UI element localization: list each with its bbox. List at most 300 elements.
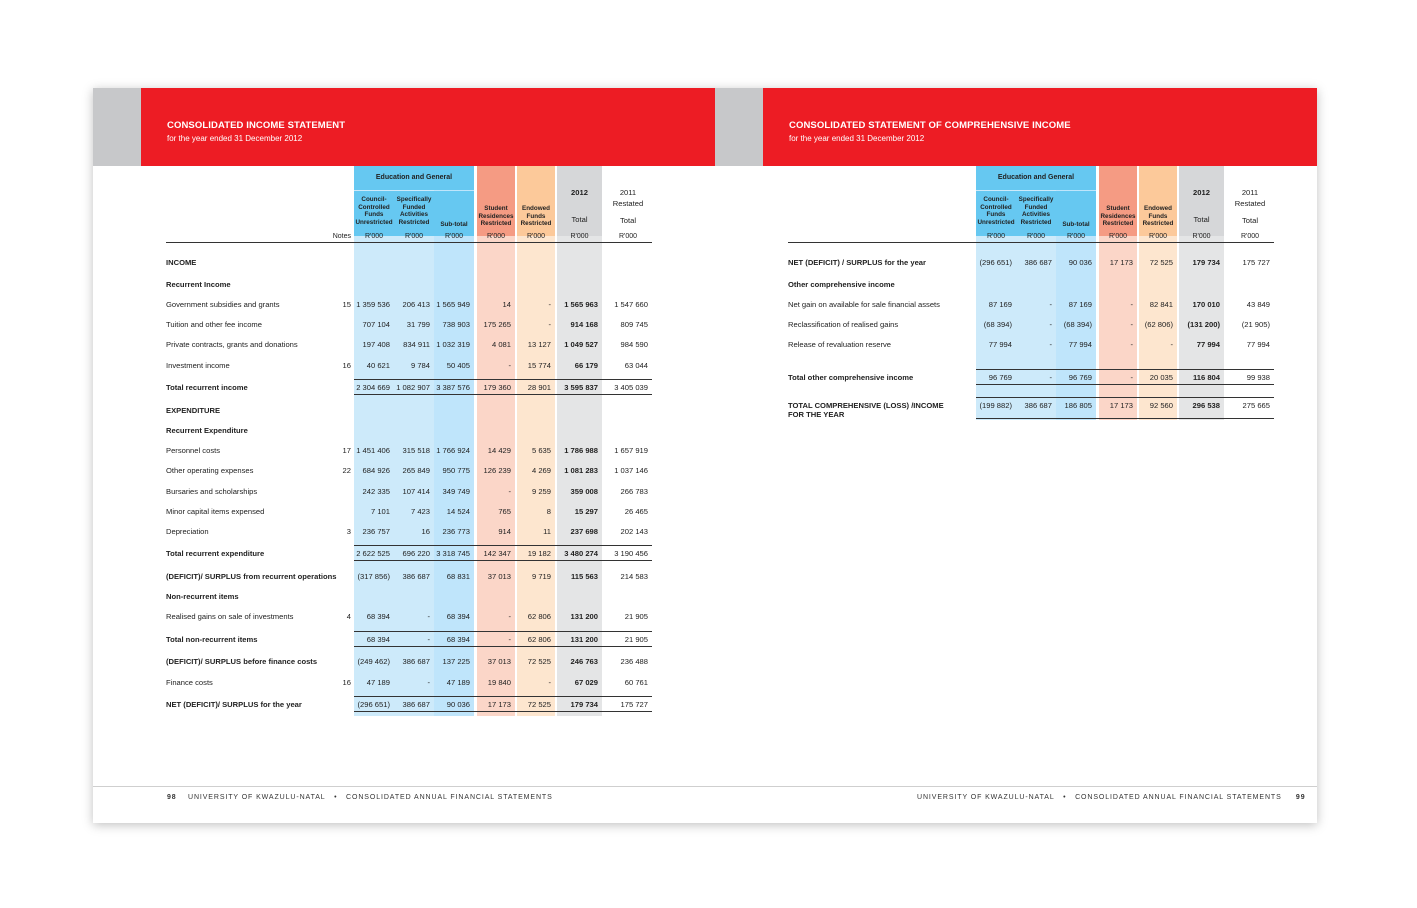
table-cell: 17 173	[1109, 401, 1133, 410]
table-cell: -	[1130, 373, 1133, 382]
table-cell: 142 347	[483, 549, 511, 558]
table-cell: 87 169	[1068, 300, 1092, 309]
table-cell: -	[427, 635, 430, 644]
table-cell: 3 405 039	[614, 383, 648, 392]
row-label: TOTAL COMPREHENSIVE (LOSS) /INCOME	[788, 401, 944, 410]
footer-right	[917, 794, 1306, 801]
total-rule-top	[354, 545, 652, 546]
column-band	[477, 166, 515, 716]
column-header-line: Funds	[1148, 212, 1168, 220]
table-cell: 2 622 525	[356, 549, 390, 558]
table-cell: 315 518	[402, 446, 430, 455]
column-band	[517, 166, 555, 716]
column-header-line: Activities	[400, 211, 428, 219]
column-header-line: Council-	[361, 196, 387, 203]
column-band	[394, 166, 434, 716]
table-cell: 43 849	[1246, 300, 1270, 309]
table-cell: 21 905	[624, 635, 648, 644]
column-header-line: Restricted	[480, 220, 512, 228]
unit-label: R'000	[570, 233, 589, 240]
column-header-restated: Restated	[612, 199, 644, 208]
row-label: Realised gains on sale of investments	[166, 612, 294, 621]
table-cell: 3 595 837	[564, 383, 598, 392]
table-cell: 242 335	[362, 487, 390, 496]
table-cell: -	[1130, 300, 1133, 309]
table-cell: 1 565 949	[436, 300, 470, 309]
table-cell: (68 394)	[983, 320, 1012, 329]
table-cell: 14 429	[487, 446, 511, 455]
table-cell: 21 905	[624, 612, 648, 621]
notes-header: Notes	[332, 233, 351, 240]
column-header-line: Residences	[478, 212, 514, 220]
row-note: 22	[342, 466, 351, 475]
table-cell: 68 394	[446, 635, 470, 644]
table-cell: 386 687	[402, 700, 430, 709]
column-header-line: Controlled	[358, 203, 390, 211]
row-label: Government subsidies and grants	[166, 300, 280, 309]
column-header-year: 2012	[1193, 188, 1210, 197]
table-cell: 131 200	[570, 612, 598, 621]
row-label: Total non-recurrent items	[166, 635, 258, 644]
row-label: Total recurrent expenditure	[166, 549, 265, 558]
table-cell: 7 423	[410, 507, 430, 516]
table-cell: 809 745	[620, 320, 648, 329]
column-header-total: Total	[571, 215, 588, 224]
table-cell: 3 387 576	[436, 383, 470, 392]
column-header-line: Controlled	[980, 203, 1012, 211]
footer-doc: CONSOLIDATED ANNUAL FINANCIAL STATEMENTS	[346, 794, 553, 801]
row-note: 4	[346, 612, 351, 621]
unit-label: R'000	[1108, 233, 1128, 240]
table-cell: 72 525	[1149, 258, 1173, 267]
table-cell: 40 621	[366, 361, 390, 370]
total-rule-top	[976, 369, 1274, 370]
column-header-line: Student	[1106, 205, 1130, 212]
table-cell: 1 082 907	[396, 383, 430, 392]
table-cell: 1 081 283	[564, 466, 598, 475]
table-cell: -	[1049, 300, 1052, 309]
row-note: 16	[342, 678, 351, 687]
table-cell: 19 840	[487, 678, 511, 687]
table-cell: 28 901	[527, 383, 551, 392]
column-header-line: Student	[484, 205, 508, 212]
table-cell: 7 101	[370, 507, 390, 516]
unit-label: R'000	[444, 233, 464, 240]
group-header: Education and General	[354, 166, 474, 190]
column-header-line: Restricted	[1142, 220, 1174, 228]
table-cell: 9 719	[531, 572, 551, 581]
table-cell: 914 168	[570, 320, 598, 329]
table-cell: -	[1130, 340, 1133, 349]
row-label: (DEFICIT)/ SURPLUS from recurrent operations	[166, 572, 337, 581]
table-cell: 14 524	[446, 507, 470, 516]
table-cell: 68 394	[366, 612, 390, 621]
table-cell: 68 831	[446, 572, 470, 581]
table-cell: (62 806)	[1144, 320, 1173, 329]
table-cell: (68 394)	[1063, 320, 1092, 329]
column-band	[354, 166, 394, 716]
table-cell: 914	[498, 527, 511, 536]
table-cell: 175 727	[1242, 258, 1270, 267]
column-header-line: Funds	[526, 212, 546, 220]
table-cell: (21 905)	[1241, 320, 1270, 329]
total-rule-top	[976, 397, 1274, 398]
table-cell: 19 182	[527, 549, 551, 558]
row-note: 15	[342, 300, 351, 309]
column-header-year: 2012	[571, 188, 588, 197]
table-cell: 77 994	[988, 340, 1012, 349]
column-header-line: Specifically	[1018, 196, 1054, 203]
gray-tab	[715, 88, 763, 166]
column-header-line: Restricted	[1102, 220, 1134, 228]
table-cell: 87 169	[988, 300, 1012, 309]
footer-bullet: •	[334, 794, 338, 801]
row-label: NET (DEFICIT)/ SURPLUS for the year	[166, 700, 302, 709]
table-cell: (199 882)	[979, 401, 1012, 410]
total-rule-bottom	[354, 711, 652, 712]
table-cell: 62 806	[527, 635, 551, 644]
table-cell: 175 265	[483, 320, 511, 329]
unit-label: R'000	[1066, 233, 1086, 240]
table-cell: -	[508, 487, 511, 496]
table-cell: 96 769	[1068, 373, 1092, 382]
row-label: Release of revaluation reserve	[788, 340, 891, 349]
row-label: Net gain on available for sale financial assets	[788, 300, 940, 309]
unit-label: R'000	[1240, 233, 1260, 240]
table-cell: 206 413	[402, 300, 430, 309]
total-rule-bottom	[354, 560, 652, 561]
table-cell: 90 036	[1068, 258, 1092, 267]
table-cell: 116 804	[1192, 373, 1220, 382]
table-cell: 696 220	[402, 549, 430, 558]
table-cell: (317 856)	[357, 572, 390, 581]
table-cell: -	[548, 300, 551, 309]
table-cell: 1 786 988	[564, 446, 598, 455]
page-title: CONSOLIDATED INCOME STATEMENT	[167, 120, 346, 131]
row-label: Finance costs	[166, 678, 213, 687]
total-rule-bottom	[976, 418, 1274, 419]
table-cell: 179 734	[570, 700, 598, 709]
row-label: FOR THE YEAR	[788, 410, 845, 419]
table-cell: 90 036	[446, 700, 470, 709]
table-cell: (296 651)	[357, 700, 390, 709]
unit-label: R'000	[526, 233, 546, 240]
row-label: EXPENDITURE	[166, 406, 221, 415]
table-cell: 1 049 527	[564, 340, 598, 349]
table-cell: -	[1049, 320, 1052, 329]
column-header-line: Council-	[983, 196, 1009, 203]
table-cell: 96 769	[988, 373, 1012, 382]
row-label: NET (DEFICIT) / SURPLUS for the year	[788, 258, 926, 267]
table-cell: 1 766 924	[436, 446, 470, 455]
table-cell: 72 525	[527, 657, 551, 666]
title-band	[141, 88, 715, 166]
header-rule	[166, 242, 652, 243]
table-cell: 31 799	[406, 320, 430, 329]
table-cell: 738 903	[442, 320, 470, 329]
table-cell: 1 032 319	[436, 340, 470, 349]
total-rule-top	[354, 631, 652, 632]
table-cell: 186 805	[1064, 401, 1092, 410]
table-cell: 2 304 669	[356, 383, 390, 392]
table-cell: 17 173	[487, 700, 511, 709]
table-cell: -	[427, 612, 430, 621]
table-cell: 17 173	[1109, 258, 1133, 267]
table-cell: -	[1130, 320, 1133, 329]
unit-label: R'000	[1148, 233, 1168, 240]
table-cell: 15 297	[574, 507, 598, 516]
table-cell: 50 405	[446, 361, 470, 370]
table-cell: 984 590	[620, 340, 648, 349]
row-label: INCOME	[166, 258, 197, 267]
page-title: CONSOLIDATED STATEMENT OF COMPREHENSIVE INCOME	[789, 120, 1071, 131]
total-rule-bottom	[976, 384, 1274, 385]
row-label: Recurrent Expenditure	[166, 426, 248, 435]
row-label: Private contracts, grants and donations	[166, 340, 298, 349]
table-cell: 214 583	[620, 572, 648, 581]
column-header-total: Total	[1241, 216, 1259, 225]
row-label: (DEFICIT)/ SURPLUS before finance costs	[166, 657, 318, 666]
row-label: Other operating expenses	[166, 466, 254, 475]
table-cell: 1 565 963	[564, 300, 598, 309]
column-header-restated: Restated	[1234, 199, 1266, 208]
row-label: Personnel costs	[166, 446, 221, 455]
page-income-statement	[93, 88, 705, 823]
table-cell: 9 259	[531, 487, 551, 496]
table-cell: 266 783	[620, 487, 648, 496]
column-header-line: Activities	[1022, 211, 1050, 219]
group-header: Education and General	[976, 166, 1096, 190]
table-cell: 72 525	[527, 700, 551, 709]
table-cell: 1 547 660	[614, 300, 648, 309]
table-cell: 68 394	[446, 612, 470, 621]
table-cell: 179 734	[1192, 258, 1220, 267]
table-cell: 265 849	[402, 466, 430, 475]
table-cell: 950 775	[442, 466, 470, 475]
footer-left	[167, 794, 553, 801]
table-cell: 349 749	[442, 487, 470, 496]
table-cell: 13 127	[527, 340, 551, 349]
unit-label: R'000	[486, 233, 506, 240]
column-header-line: Residences	[1100, 212, 1136, 220]
table-cell: 107 414	[402, 487, 430, 496]
unit-label: R'000	[618, 233, 638, 240]
table-cell: 175 727	[620, 700, 648, 709]
column-header-line: Specifically	[396, 196, 432, 203]
table-cell: 386 687	[1024, 258, 1052, 267]
unit-label: R'000	[986, 233, 1006, 240]
title-band	[763, 88, 1317, 166]
column-header-line: Funds	[364, 211, 384, 219]
column-header-line: Funded	[1024, 203, 1048, 211]
column-header-line: Endowed	[522, 205, 550, 212]
table-cell: 296 538	[1192, 401, 1220, 410]
table-cell: 834 911	[403, 340, 430, 349]
table-cell: 246 763	[570, 657, 598, 666]
row-label: Non-recurrent items	[166, 592, 239, 601]
table-cell: 1 037 146	[614, 466, 648, 475]
footer-divider	[93, 786, 1317, 787]
row-label: Tuition and other fee income	[166, 320, 262, 329]
column-header-line: Restricted	[1020, 218, 1052, 226]
table-cell: 3 318 745	[436, 549, 470, 558]
table-cell: 92 560	[1149, 401, 1173, 410]
table-cell: 236 773	[442, 527, 470, 536]
page-subtitle: for the year ended 31 December 2012	[167, 134, 303, 143]
table-cell: 170 010	[1192, 300, 1220, 309]
column-header-year: 2011	[619, 188, 637, 197]
table-cell: -	[548, 678, 551, 687]
footer-org: UNIVERSITY OF KWAZULU-NATAL	[187, 794, 326, 801]
table-cell: 77 994	[1068, 340, 1092, 349]
page-number: 99	[1295, 794, 1306, 801]
row-label: Reclassification of realised gains	[788, 320, 899, 329]
footer-org: UNIVERSITY OF KWAZULU-NATAL	[917, 794, 1055, 801]
table-cell: -	[508, 635, 511, 644]
table-cell: 20 035	[1149, 373, 1173, 382]
table-cell: 202 143	[620, 527, 648, 536]
total-rule-top	[354, 696, 652, 697]
column-header-line: Funds	[986, 211, 1006, 219]
header-fill	[1056, 191, 1096, 236]
table-cell: -	[508, 612, 511, 621]
column-header-line: Endowed	[1144, 205, 1172, 212]
header-fill	[434, 191, 474, 236]
total-rule-top	[354, 379, 652, 380]
table-cell: (249 462)	[357, 657, 390, 666]
table-cell: 5 635	[531, 446, 551, 455]
column-band	[557, 166, 602, 716]
table-cell: 4 081	[491, 340, 511, 349]
document-spread	[93, 88, 1317, 823]
table-cell: 386 687	[1024, 401, 1052, 410]
table-cell: 237 698	[570, 527, 598, 536]
unit-label: R'000	[404, 233, 424, 240]
row-label: Minor capital items expensed	[166, 507, 265, 516]
table-cell: 63 044	[624, 361, 648, 370]
table-cell: 197 408	[362, 340, 390, 349]
table-cell: 236 488	[620, 657, 648, 666]
table-cell: 115 563	[570, 572, 598, 581]
total-rule-bottom	[354, 394, 652, 395]
table-cell: 62 806	[527, 612, 551, 621]
table-cell: 126 239	[483, 466, 511, 475]
table-cell: 66 179	[574, 361, 598, 370]
table-cell: 37 013	[487, 572, 511, 581]
table-cell: 386 687	[402, 657, 430, 666]
row-label: Other comprehensive income	[788, 280, 895, 289]
column-header-subtotal: Sub-total	[1062, 221, 1090, 228]
column-header-line: Funded	[402, 203, 426, 211]
table-cell: 11	[543, 527, 551, 536]
table-cell: 275 665	[1242, 401, 1270, 410]
row-note: 3	[346, 527, 351, 536]
table-cell: -	[1049, 373, 1052, 382]
header-rule	[788, 242, 1274, 243]
table-cell: -	[508, 361, 511, 370]
table-cell: 99 938	[1246, 373, 1270, 382]
table-cell: -	[427, 678, 430, 687]
table-cell: 236 757	[362, 527, 390, 536]
page-comprehensive-income	[715, 88, 1317, 823]
table-cell: 16	[421, 527, 430, 536]
column-header-line: Restricted	[398, 218, 430, 226]
column-header-line: Restricted	[520, 220, 552, 228]
table-cell: 68 394	[366, 635, 390, 644]
unit-label: R'000	[1026, 233, 1046, 240]
column-band	[434, 166, 474, 716]
table-cell: (131 200)	[1187, 320, 1220, 329]
row-label: Total other comprehensive income	[788, 373, 914, 382]
page-subtitle: for the year ended 31 December 2012	[789, 134, 925, 143]
table-cell: 359 008	[570, 487, 598, 496]
table-cell: 3 480 274	[564, 549, 598, 558]
row-label: Bursaries and scholarships	[166, 487, 258, 496]
table-cell: 14	[502, 300, 511, 309]
column-header-subtotal: Sub-total	[440, 221, 468, 228]
row-note: 17	[342, 446, 351, 455]
column-header-total: Total	[1193, 215, 1210, 224]
table-cell: 1 359 536	[356, 300, 390, 309]
table-cell: 386 687	[402, 572, 430, 581]
header-fill	[1179, 166, 1224, 236]
table-cell: 137 225	[442, 657, 470, 666]
total-rule-bottom	[354, 646, 652, 647]
table-cell: 15 774	[527, 361, 551, 370]
row-label: Total recurrent income	[166, 383, 248, 392]
row-note: 16	[342, 361, 351, 370]
table-cell: 8	[546, 507, 551, 516]
row-label: Investment income	[166, 361, 230, 370]
table-cell: 131 200	[570, 635, 598, 644]
footer-doc: CONSOLIDATED ANNUAL FINANCIAL STATEMENTS	[1075, 794, 1282, 801]
column-header-line: Unrestricted	[355, 218, 393, 226]
table-cell: -	[1049, 340, 1052, 349]
table-cell: 77 994	[1246, 340, 1270, 349]
row-label: Depreciation	[166, 527, 209, 536]
row-label: Recurrent Income	[166, 280, 231, 289]
table-cell: 707 104	[362, 320, 390, 329]
unit-label: R'000	[364, 233, 384, 240]
table-cell: 37 013	[487, 657, 511, 666]
table-cell: 60 761	[624, 678, 648, 687]
table-cell: 179 360	[483, 383, 511, 392]
header-fill	[557, 166, 602, 236]
unit-label: R'000	[1192, 233, 1211, 240]
table-cell: 765	[498, 507, 511, 516]
table-cell: -	[1170, 340, 1173, 349]
table-cell: 684 926	[362, 466, 390, 475]
footer-bullet: •	[1063, 794, 1067, 801]
column-header-year: 2011	[1241, 188, 1259, 197]
table-cell: 9 784	[410, 361, 430, 370]
table-cell: 1 451 406	[356, 446, 390, 455]
table-cell: (296 651)	[979, 258, 1012, 267]
table-cell: 26 465	[624, 507, 648, 516]
page-number: 98	[167, 794, 177, 801]
table-cell: 77 994	[1196, 340, 1220, 349]
table-cell: 47 189	[366, 678, 390, 687]
table-cell: 4 269	[531, 466, 551, 475]
table-cell: -	[548, 320, 551, 329]
table-cell: 82 841	[1149, 300, 1173, 309]
table-cell: 47 189	[446, 678, 470, 687]
table-cell: 1 657 919	[614, 446, 648, 455]
gray-tab	[93, 88, 141, 166]
column-header-line: Unrestricted	[977, 218, 1015, 226]
table-cell: 67 029	[574, 678, 598, 687]
column-header-total: Total	[619, 216, 637, 225]
